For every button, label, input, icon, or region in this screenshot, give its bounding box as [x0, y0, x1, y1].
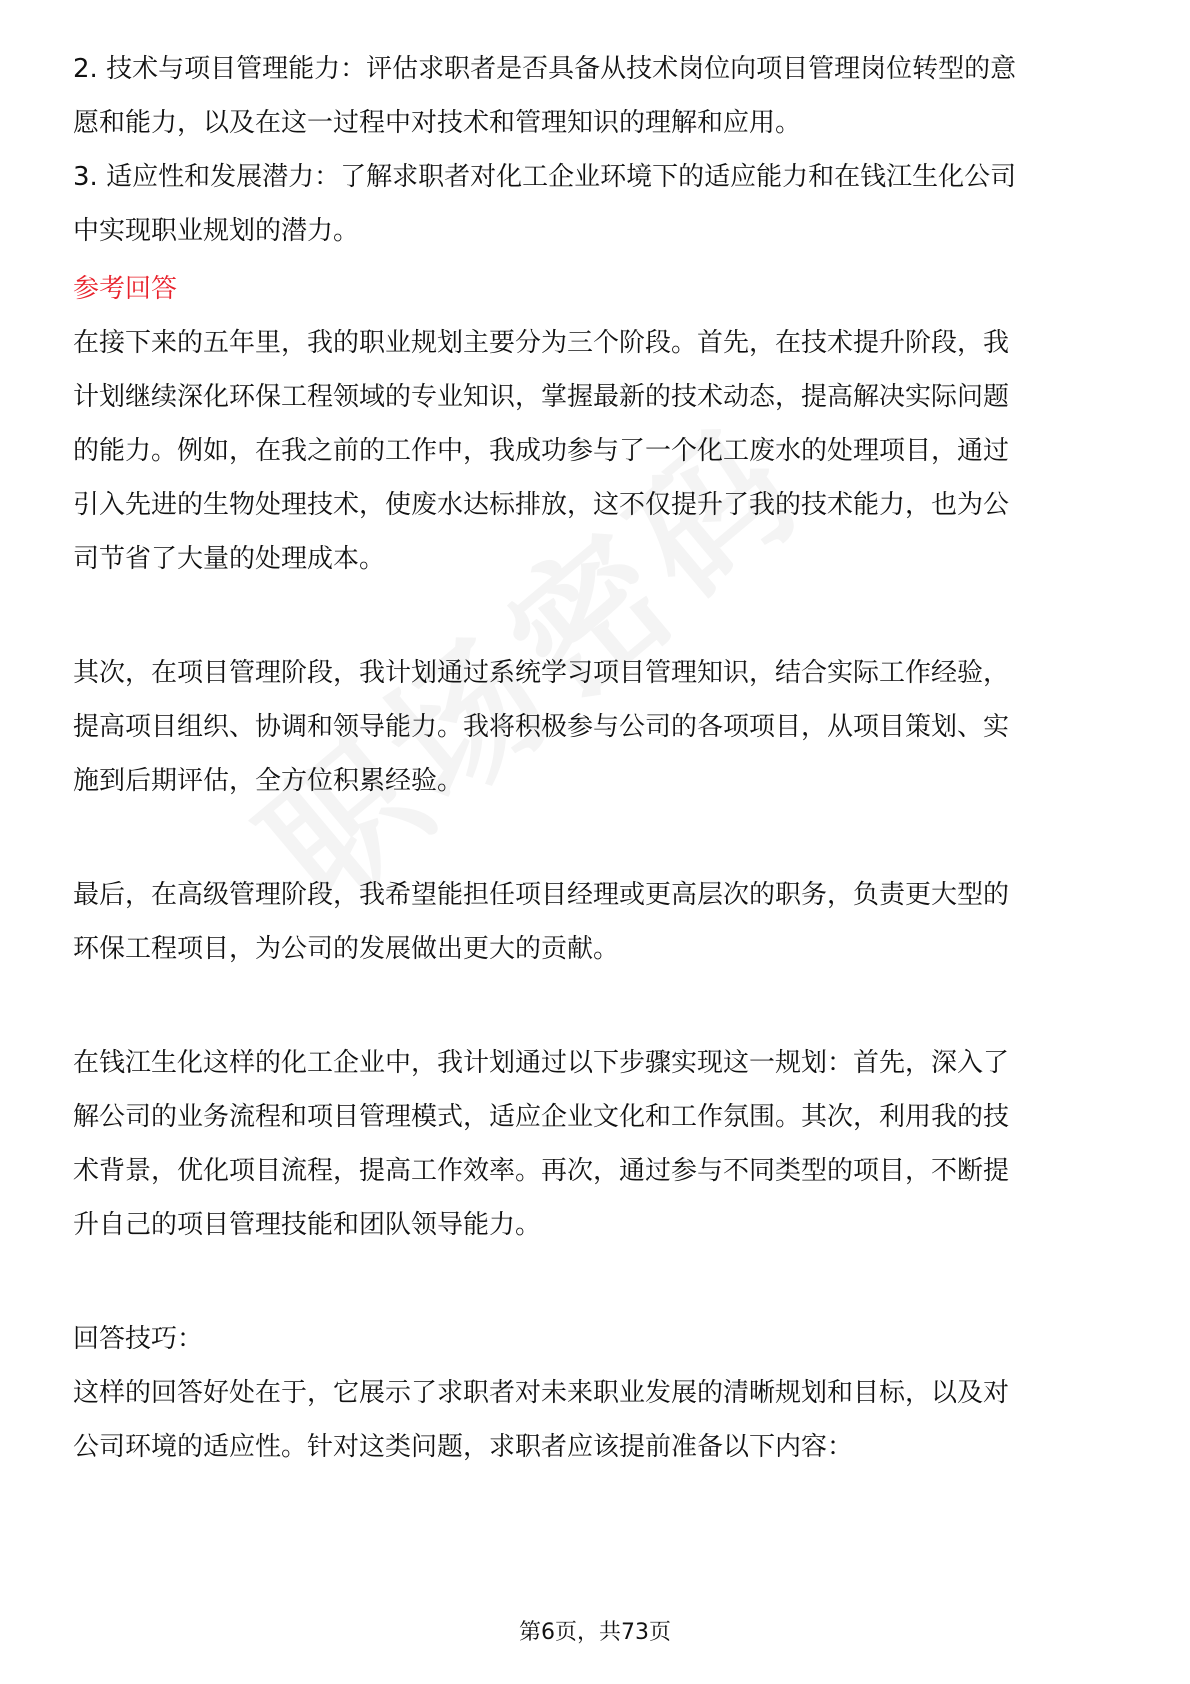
text-line: 环保工程项目，为公司的发展做出更大的贡献。	[73, 934, 620, 964]
reference-answer-heading: 参考回答	[73, 274, 178, 304]
text-line: 愿和能力，以及在这一过程中对技术和管理知识的理解和应用。	[73, 108, 802, 138]
text-line: 中实现职业规划的潜力。	[73, 216, 360, 246]
answer-paragraph-4	[73, 1036, 1118, 1252]
answer-paragraph-2	[73, 646, 1118, 808]
answer-paragraph-3	[73, 868, 1118, 976]
text-line: 3. 适应性和发展潜力：了解求职者对化工企业环境下的适应能力和在钱江生化公司	[73, 162, 1017, 192]
text-line: 引入先进的生物处理技术，使废水达标排放，这不仅提升了我的技术能力，也为公	[73, 490, 1010, 520]
criterion-2	[73, 42, 1118, 150]
paragraph-spacer	[73, 586, 1118, 646]
paragraph-spacer	[73, 1252, 1118, 1312]
paragraph-spacer	[73, 976, 1118, 1036]
text-line: 在钱江生化这样的化工企业中，我计划通过以下步骤实现这一规划：首先，深入了	[73, 1048, 1010, 1078]
answer-tips-label: 回答技巧：	[73, 1324, 204, 1354]
tips-paragraph	[73, 1366, 1118, 1474]
text-line: 这样的回答好处在于，它展示了求职者对未来职业发展的清晰规划和目标，以及对	[73, 1378, 1010, 1408]
text-line: 最后，在高级管理阶段，我希望能担任项目经理或更高层次的职务，负责更大型的	[73, 880, 1010, 910]
text-line: 其次，在项目管理阶段，我计划通过系统学习项目管理知识，结合实际工作经验，	[73, 658, 1010, 688]
document-body	[73, 42, 1118, 1474]
paragraph-spacer	[73, 808, 1118, 868]
text-line: 在接下来的五年里，我的职业规划主要分为三个阶段。首先，在技术提升阶段，我	[73, 328, 1010, 358]
text-line: 术背景，优化项目流程，提高工作效率。再次，通过参与不同类型的项目，不断提	[73, 1156, 1010, 1186]
answer-paragraph-1	[73, 316, 1118, 586]
page-number: 第6页，共73页	[519, 1620, 671, 1645]
text-line: 的能力。例如，在我之前的工作中，我成功参与了一个化工废水的处理项目，通过	[73, 436, 1010, 466]
text-line: 公司环境的适应性。针对这类问题，求职者应该提前准备以下内容：	[73, 1432, 854, 1462]
text-line: 计划继续深化环保工程领域的专业知识，掌握最新的技术动态，提高解决实际问题	[73, 382, 1010, 412]
criterion-3	[73, 150, 1118, 258]
text-line: 提高项目组织、协调和领导能力。我将积极参与公司的各项项目，从项目策划、实	[73, 712, 1010, 742]
text-line: 司节省了大量的处理成本。	[73, 544, 386, 574]
text-line: 2. 技术与项目管理能力：评估求职者是否具备从技术岗位向项目管理岗位转型的意	[73, 54, 1017, 84]
text-line: 解公司的业务流程和项目管理模式，适应企业文化和工作氛围。其次，利用我的技	[73, 1102, 1010, 1132]
text-line: 施到后期评估，全方位积累经验。	[73, 766, 464, 796]
text-line: 升自己的项目管理技能和团队领导能力。	[73, 1210, 542, 1240]
